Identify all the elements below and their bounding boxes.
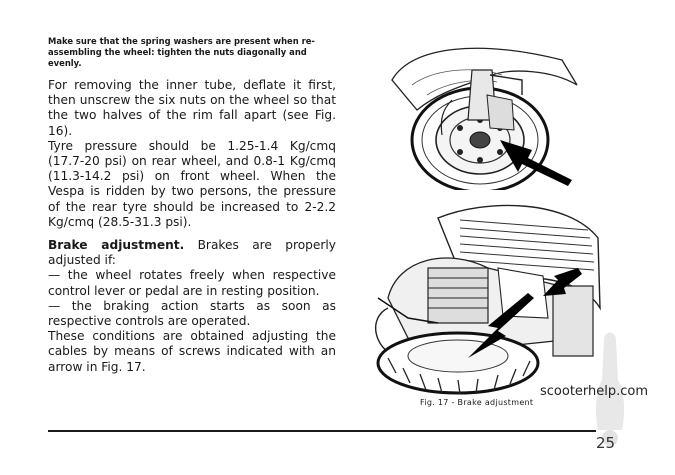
tyre-pressure-paragraph: Tyre pressure should be 1.25-1.4 Kg/cmq (17.7-20 psi) on rear wheel, and 0.8-1 Kg/cmq (11.3-14.2 psi) on front wheel. When the Vespa is ridden by two persons, the pressure of the rear tyre should be increased to 2-2.2 Kg/cmq (28.5-31.3 psi). (48, 138, 336, 229)
brake-adjustment-paragraph (48, 238, 336, 268)
text-column (48, 36, 336, 375)
cable-screws-paragraph: These conditions are obtained adjusting the cables by means of screws indicated with an arrow in Fig. 17. (48, 329, 336, 374)
watermark-text: scooterhelp.com (540, 384, 649, 399)
brake-adjustment-intro: Brakes are properly adjusted if: (48, 238, 337, 268)
inner-tube-paragraph: For removing the inner tube, deflate it first, then unscrew the six nuts on the wheel so that the two halves of the rim fall apart (see Fig. 16). (48, 78, 336, 138)
brake-adjustment-heading: Brake adjustment. (48, 238, 185, 253)
fig17-caption: Fig. 17 - Brake adjustment (420, 398, 534, 407)
bottom-rule (48, 430, 596, 432)
front-wheel-illustration (372, 40, 592, 190)
brake-condition-2: — the braking action starts as soon as respective controls are operated. (48, 298, 336, 329)
brake-adjustment-illustration (368, 198, 608, 400)
spring-washer-note: Make sure that the spring washers are present when re-assembling the wheel: tighten the nuts diagonally and evenly. (48, 36, 315, 68)
page-number: 25 (596, 434, 616, 452)
brake-condition-1: — the wheel rotates freely when respective control lever or pedal are in resting position. (48, 268, 336, 298)
